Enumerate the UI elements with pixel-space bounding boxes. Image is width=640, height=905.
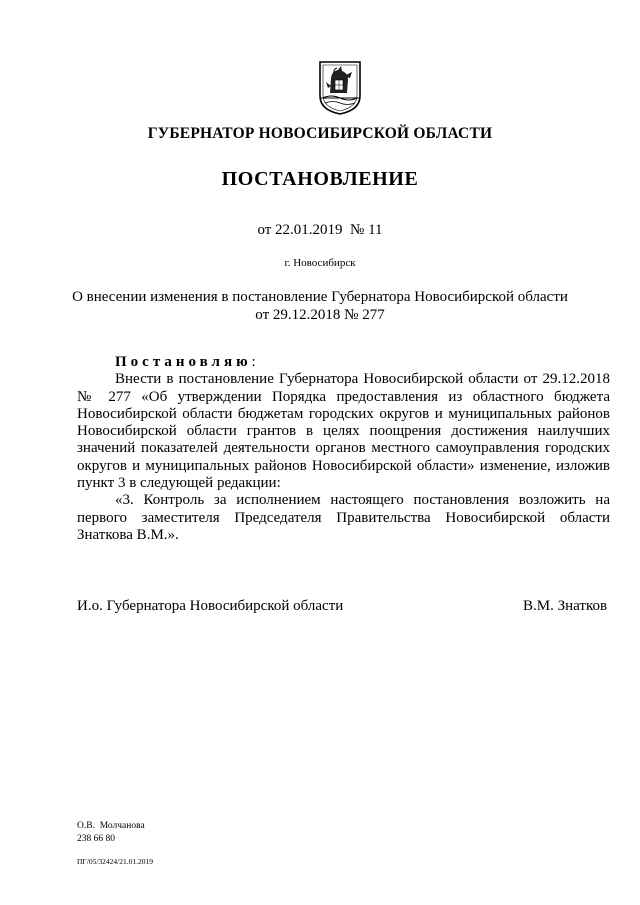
subject-line-1: О внесении изменения в постановление Губернатора Новосибирской области [72,289,568,305]
decree-word: Постановляю [115,354,252,370]
document-code: ПГ/05/32424/21.01.2019 [77,857,154,866]
issuing-authority: ГУБЕРНАТОР НОВОСИБИРСКОЙ ОБЛАСТИ [147,125,493,142]
subject-line-2: от 29.12.2018 № 277 [255,307,385,323]
signatory-name: В.М. Знатков [523,598,608,614]
document-body [77,354,610,544]
decree-colon: : [251,354,256,370]
executor-phone: 238 66 80 [77,834,115,844]
paragraph-amendment: Внести в постановление Губернатора Новосибирской области от 29.12.2018 № 277 «Об утверждении Порядка предоставления из областного бюджета Новосибирской области бюджетам городских округов и муниципальных районов Новосибирской области грантов в целях поощрения достижения наилучших значений показателей деятельности органов местного самоуправления городских округов и муниципальных районов Новосибирской области» изменение, изложив пункт 3 в следующей редакции: [77,371,610,492]
decree-heading [77,354,610,371]
date-and-number: от 22.01.2019 № 11 [257,222,383,238]
executor-name: О.В. Молчанова [77,821,145,831]
signatory-position: И.о. Губернатора Новосибирской области [77,598,344,614]
paragraph-control-clause: «3. Контроль за исполнением настоящего постановления возложить на первого заместителя Председателя Правительства Новосибирской области Знаткова В.М.». [77,492,610,543]
novosibirsk-coat-of-arms-icon [317,60,363,116]
document-type: ПОСТАНОВЛЕНИЕ [221,168,419,190]
document-subject [0,288,640,324]
city: г. Новосибирск [284,257,356,269]
